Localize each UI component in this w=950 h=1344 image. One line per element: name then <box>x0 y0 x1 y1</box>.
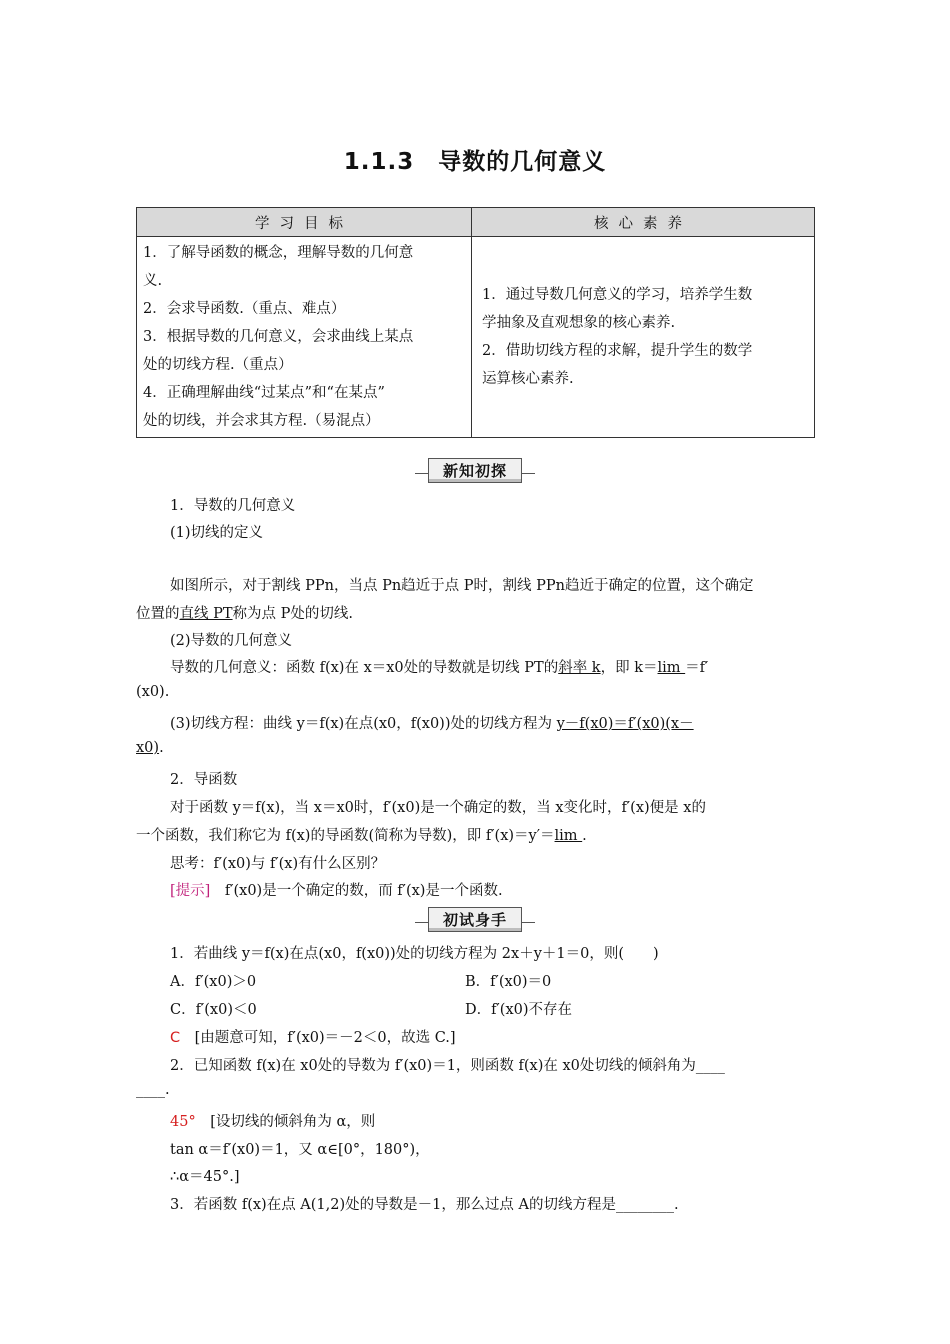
goals-table <box>136 207 815 438</box>
page-title: 1.1.3 导数的几何意义 <box>343 149 607 175</box>
text-line: 思考：f′(x0)与 f′(x)有什么区别？ <box>170 856 386 872</box>
literacy-line: 运算核心素养. <box>482 371 574 387</box>
table-header-literacy: 核心素养 <box>472 208 815 237</box>
text-line: 导数的几何意义：函数 f(x)在 x＝x0处的导数就是切线 PT的斜率 k，即 k＝lim ＝f′ <box>170 660 709 676</box>
text-line: (x0). <box>136 684 170 700</box>
answer-2: 45° [设切线的倾斜角为 α，则 <box>170 1114 376 1130</box>
section-banner-new-knowledge: 新知初探 <box>0 458 950 483</box>
option-d: D．f′(x0)不存在 <box>465 1002 573 1018</box>
goal-line: 3．根据导数的几何意义，会求曲线上某点 <box>143 329 414 345</box>
goal-line: 1．了解导函数的概念，理解导数的几何意 <box>143 245 414 261</box>
hint-label: [提示] <box>170 883 211 899</box>
limit-symbol: lim <box>657 660 686 676</box>
text-line: 位置的直线 PT称为点 P处的切线. <box>136 606 354 622</box>
goals-cell <box>137 237 472 438</box>
text-line: (3)切线方程：曲线 y＝f(x)在点(x0，f(x0))处的切线方程为 y－f(x0)＝f′(x0)(x－ <box>170 716 694 732</box>
option-a: A．f′(x0)＞0 <box>170 974 257 990</box>
text-line: 如图所示，对于割线 PPn，当点 Pn趋近于点 P时，割线 PPn趋近于确定的位置，这个确定 <box>170 578 754 594</box>
answer-1: C [由题意可知，f′(x0)＝－2＜0，故选 C.] <box>170 1030 456 1046</box>
answer-fill: y－f(x0)＝f′(x0)(x－ <box>556 716 694 732</box>
text-line: ____. <box>136 1082 170 1098</box>
text-line: x0). <box>136 740 164 756</box>
table-header-goals: 学习目标 <box>137 208 472 237</box>
goal-line: 义. <box>143 273 163 289</box>
goal-line: 4．正确理解曲线“过某点”和“在某点” <box>143 385 385 401</box>
goal-line: 处的切线方程.（重点） <box>143 357 293 373</box>
question-2: 2．已知函数 f(x)在 x0处的导数为 f′(x0)＝1，则函数 f(x)在 x0处切线的倾斜角为____ <box>170 1058 725 1074</box>
goal-line: 2．会求导函数.（重点、难点） <box>143 301 346 317</box>
literacy-line: 1．通过导数几何意义的学习，培养学生数 <box>482 287 753 303</box>
answer-value: 45° <box>170 1114 196 1130</box>
question-3: 3．若函数 f(x)在点 A(1,2)处的导数是－1，那么过点 A的切线方程是________. <box>170 1197 679 1213</box>
text-line: (2)导数的几何意义 <box>170 633 293 649</box>
text-line: 2．导函数 <box>170 772 238 788</box>
text-line: 对于函数 y＝f(x)，当 x＝x0时，f′(x0)是一个确定的数，当 x变化时，f′(x)便是 x的 <box>170 800 706 816</box>
literacy-line: 学抽象及直观想象的核心素养. <box>482 315 676 331</box>
option-c: C．f′(x0)＜0 <box>170 1002 257 1018</box>
text-line: [提示] f′(x0)是一个确定的数，而 f′(x)是一个函数. <box>170 883 503 899</box>
option-b: B．f′(x0)＝0 <box>465 974 552 990</box>
literacy-cell <box>472 237 815 438</box>
section-banner-first-try: 初试身手 <box>0 907 950 932</box>
text-line: 一个函数，我们称它为 f(x)的导函数(简称为导数)，即 f′(x)＝y′＝lim . <box>136 828 587 844</box>
text-line: 1．导数的几何意义 <box>170 498 296 514</box>
literacy-line: 2．借助切线方程的求解，提升学生的数学 <box>482 343 753 359</box>
text-line: tan α＝f′(x0)＝1，又 α∈[0°，180°)， <box>170 1142 430 1158</box>
answer-fill: 直线 PT <box>179 606 233 622</box>
text-line: ∴α＝45°.] <box>170 1169 240 1185</box>
answer-fill: 斜率 k <box>558 660 601 676</box>
answer-fill: x0) <box>136 740 160 756</box>
question-1: 1．若曲线 y＝f(x)在点(x0，f(x0))处的切线方程为 2x＋y＋1＝0，则( ) <box>170 946 659 962</box>
answer-letter: C <box>170 1030 181 1046</box>
goal-line: 处的切线，并会求其方程.（易混点） <box>143 413 380 429</box>
limit-symbol: lim <box>554 828 583 844</box>
text-line: (1)切线的定义 <box>170 525 264 541</box>
